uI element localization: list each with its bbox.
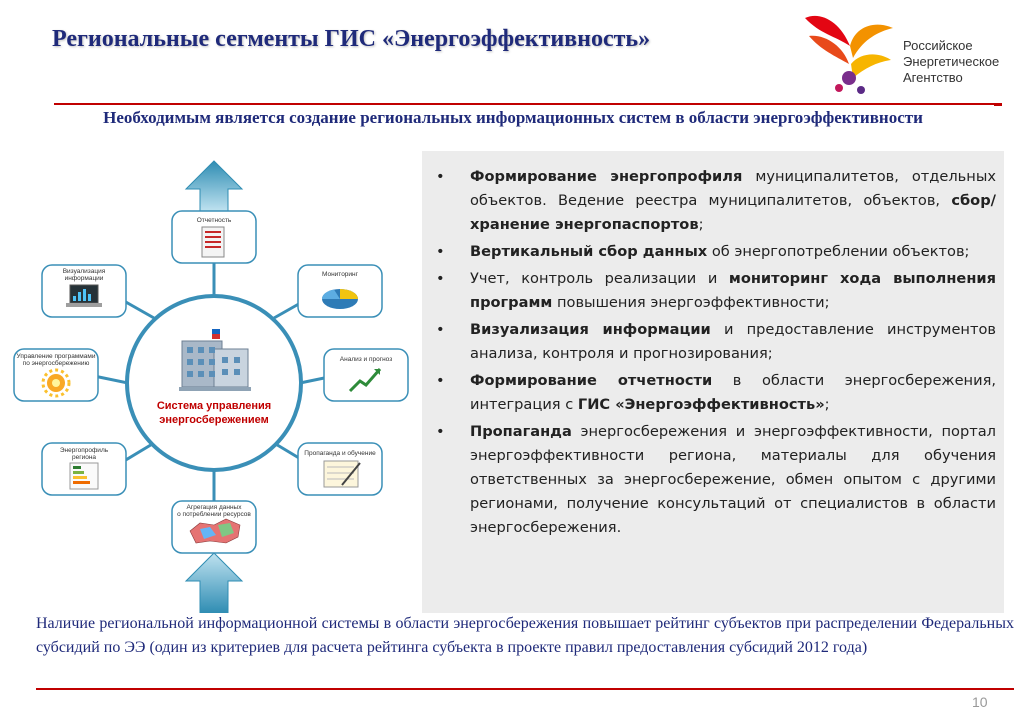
- bullet-item-2: • Вертикальный сбор данных об энергопотреблении объектов;: [470, 240, 996, 264]
- node-aggregation-label-2: о потреблении ресурсов: [177, 511, 251, 518]
- node-visualization: [42, 265, 126, 317]
- bullets-panel: [422, 151, 1004, 613]
- laptop-chart-icon: [66, 285, 102, 307]
- node-aggregation: [172, 501, 256, 553]
- slide-subtitle: Необходимым является создание региональных информационных систем в области энергоэффективности: [103, 108, 923, 127]
- footer-divider: [36, 688, 1014, 690]
- node-program-label-1: Управление программами: [16, 353, 96, 360]
- bottom-up-arrow-icon: [186, 553, 242, 613]
- node-program-management: [14, 349, 98, 401]
- energy-system-diagram: [4, 151, 422, 613]
- center-label-line-2: энергосбережением: [159, 414, 269, 426]
- bullet-list: [422, 151, 1004, 540]
- node-propaganda: [298, 443, 382, 495]
- bullet-item-5: • Формирование отчетности в области энергосбережения, интеграция с ГИС «Энергоэффективность»;: [470, 369, 996, 417]
- node-propaganda-label: Пропаганда и обучение: [304, 450, 376, 457]
- node-energy-profile-label-2: региона: [71, 454, 97, 461]
- node-visualization-label-1: Визуализация: [62, 268, 106, 275]
- notebook-pen-icon: [324, 461, 360, 487]
- top-up-arrow-icon: [186, 161, 242, 211]
- header-divider: [54, 103, 994, 105]
- node-visualization-label-2: информации: [64, 275, 104, 282]
- node-monitoring-label: Мониторинг: [321, 271, 359, 278]
- node-reporting: [172, 211, 256, 263]
- node-aggregation-label-1: Агрегация данных: [186, 504, 242, 511]
- node-energy-profile: [42, 443, 126, 495]
- node-analysis: [324, 349, 408, 401]
- page-number: 10: [972, 694, 988, 710]
- bullet-item-4: • Визуализация информации и предоставление инструментов анализа, контроля и прогнозирования;: [470, 318, 996, 366]
- energy-rating-icon: [70, 463, 98, 489]
- node-energy-profile-label-1: Энергопрофиль: [59, 447, 109, 454]
- footnote-text: Наличие региональной информационной системы в области энергосбережения повышает рейтинг субъектов при распределении Федеральных субсидий по ЭЭ (один из критериев для расчета рейтинга субъекта в проекте правил предоставления субсидий 2012 года): [36, 615, 1014, 656]
- diagram-panel: [4, 151, 422, 613]
- pie-chart-icon: [322, 289, 358, 309]
- rea-logo-icon: [795, 6, 905, 96]
- node-reporting-label: Отчетность: [196, 217, 232, 224]
- logo-line-3: Агентство: [903, 70, 963, 85]
- bullet-item-6: • Пропаганда энергосбережения и энергоэффективности, портал энергоэффективности региона, материалы для обучения ответственных за энергосбережение, обмен опытом с другими регионами, получение консультаций от специалистов в области энергосбережения.: [470, 420, 996, 540]
- node-analysis-label: Анализ и прогноз: [339, 356, 393, 363]
- node-monitoring: [298, 265, 382, 317]
- node-program-label-2: по энергосбережению: [22, 360, 90, 367]
- bullet-item-3: • Учет, контроль реализации и мониторинг хода выполнения программ повышения энергоэффективности;: [470, 267, 996, 315]
- logo-line-2: Энергетическое: [903, 54, 1000, 69]
- logo-line-1: Российское: [903, 38, 973, 53]
- slide-title: Региональные сегменты ГИС «Энергоэффективность»: [52, 26, 651, 52]
- header-divider-tick: [994, 103, 1002, 106]
- bullet-item-1: • Формирование энергопрофиля муниципалитетов, отдельных объектов. Ведение реестра муниципалитетов, объектов, сбор/хранение энергопаспортов;: [470, 165, 996, 237]
- center-label-line-1: Система управления: [156, 400, 272, 412]
- report-document-icon: [202, 227, 224, 257]
- logo-text: [903, 38, 999, 86]
